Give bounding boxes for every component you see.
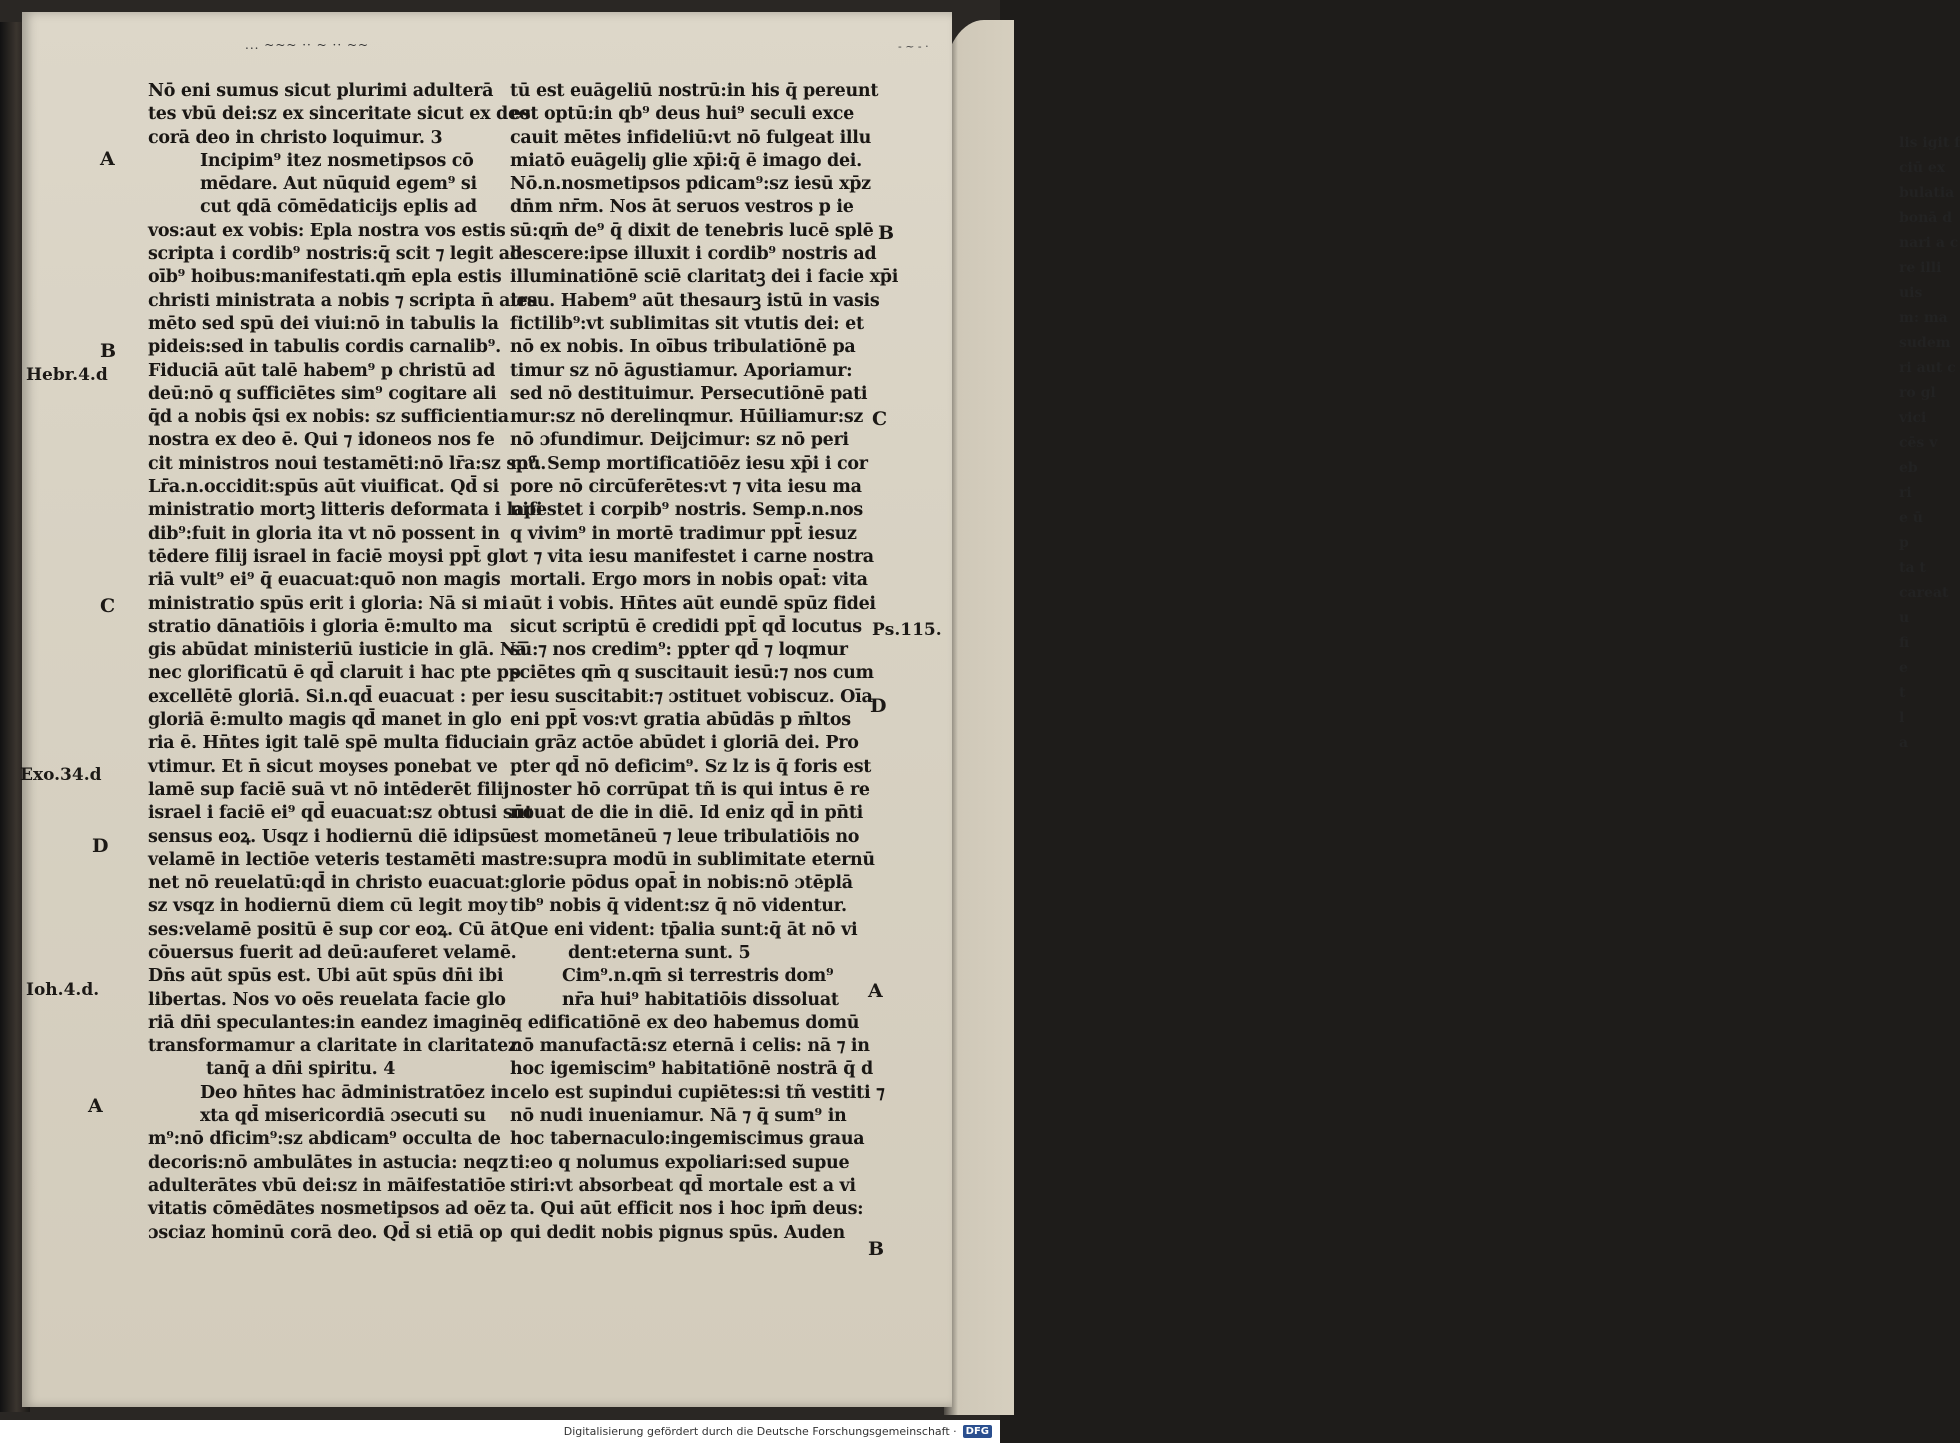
next-page-fragment: ciū ex	[1899, 160, 1946, 176]
next-page-fragment: ta t	[1899, 560, 1926, 576]
text-line: cōuersus fuerit ad deū:auferet velamē.	[148, 942, 517, 963]
text-line: oīb⁹ hoibus:manifestati.qm̄ epla estis	[148, 267, 502, 288]
footer-credit: Digitalisierung gefördert durch die Deutsche Forschungsgemeinschaft ·	[563, 1425, 957, 1438]
text-line: sū:qm̄ de⁹ q̄ dixit de tenebris lucē splē	[510, 220, 874, 241]
text-line: q vivim⁹ in mortē tradimur ppt̄ iesuz	[510, 523, 857, 544]
next-page-fragment: e	[1899, 660, 1908, 676]
text-line: velamē in lectiōe veteris testamēti ma	[148, 849, 511, 870]
text-line: miatō euāgeliȷ glie xp̄i:q̄ ē imago dei.	[510, 150, 862, 171]
text-line: gis abūdat ministeriū iusticie in glā. Nā	[148, 640, 527, 661]
next-page-fragment: ri aut c	[1899, 360, 1956, 376]
text-line: qui dedit nobis pignus spūs. Auden	[510, 1222, 845, 1243]
next-page-fragment: lis igit f	[1899, 135, 1960, 151]
text-line: mēdare. Aut nūquid egem⁹ si	[200, 174, 477, 195]
text-line: israel i faciē ei⁹ qd̄ euacuat:sz obtusi sūt	[148, 803, 533, 824]
text-line: dib⁹:fuit in gloria ita vt nō possent in	[148, 523, 500, 544]
text-line: sed nō destituimur. Persecutiōnē pati	[510, 383, 868, 404]
text-line: net nō reuelatū:qd̄ in christo euacuat:	[148, 873, 511, 894]
next-page-text	[1899, 135, 1960, 760]
text-line: lamē sup faciē suā vt nō intēderēt filij	[148, 779, 510, 800]
next-page-fragment: eb	[1899, 460, 1918, 476]
text-line: excellētē gloriā. Si.n.qd̄ euacuat : per	[148, 686, 504, 707]
text-line: tib⁹ nobis q̄ vident:sz q̄ nō videntur.	[510, 896, 847, 917]
text-line: tū est euāgeliū nostrū:in his q̄ pereunt	[510, 81, 879, 101]
text-line: ti:eo q nolumus expoliari:sed supue	[510, 1152, 850, 1173]
text-line: descere:ipse illuxit i cordib⁹ nostris ad	[510, 244, 877, 265]
text-line: ministratio mortꝫ litteris deformata i lapi	[148, 500, 543, 521]
right-column	[510, 80, 899, 1245]
text-line: iesu suscitabit:⁊ ɔstituet vobiscuz. Oīa	[510, 686, 873, 707]
text-line: ses:velamē positū ē sup cor eoꝝ. Cū āt	[148, 919, 510, 940]
text-line: nostra ex deo ē. Qui ⁊ idoneos nos fe	[148, 430, 495, 451]
text-line: tanq̄ a dn̄i spiritu. 4	[206, 1059, 396, 1080]
next-page-fragment: ro gl	[1899, 385, 1936, 401]
text-line: Nō eni sumus sicut plurimi adulterā	[148, 81, 494, 101]
next-page-fragment: sudem	[1899, 335, 1951, 351]
text-line: Dn̄s aūt spūs est. Ubi aūt spūs dn̄i ibi	[148, 966, 504, 987]
text-line: fictilib⁹:vt sublimitas sit vtutis dei: et	[510, 313, 864, 334]
text-line: m⁹:nō dficim⁹:sz abdicam⁹ occulta de	[148, 1129, 501, 1150]
next-page-fragment: bulatia	[1899, 185, 1955, 201]
text-line: mur:sz nō derelinqmur. Hūiliamur:sz	[510, 407, 864, 428]
text-line: hoc igemiscim⁹ habitatiōnē nostrā q̄ d	[510, 1059, 873, 1080]
text-line: stre:supra modū in sublimitate eternū	[510, 849, 875, 870]
next-page-fragment: a	[1899, 735, 1909, 751]
header-mark: - ~ - ·	[898, 40, 929, 53]
text-line: in grāz actōe abūdet i gloriā dei. Pro	[510, 733, 859, 754]
next-page-fragment: e ū	[1899, 510, 1923, 526]
text-line: gloriā ē:multo magis qd̄ manet in glo	[148, 710, 502, 731]
text-line: vitatis cōmēdātes nosmetipsos ad oēz	[148, 1199, 506, 1220]
text-line: pore nō circūferētes:vt ⁊ vita iesu ma	[510, 477, 862, 498]
text-line: nr̄a hui⁹ habitatiōis dissoluat	[562, 989, 839, 1010]
text-line: stiri:vt absorbeat qd̄ mortale est a vi	[510, 1175, 856, 1196]
next-page-fragment: bonā d	[1899, 210, 1953, 226]
text-line: hoc tabernaculo:ingemiscimus graua	[510, 1129, 865, 1150]
text-line: timur sz nō āgustiamur. Aporiamur:	[510, 360, 853, 381]
text-line: sensus eoꝝ. Usqz i hodiernū diē idipsū	[148, 826, 512, 847]
text-line: transformamur a claritate in claritatez	[148, 1036, 518, 1057]
dfg-logo: DFG	[963, 1425, 992, 1438]
text-line: mēto sed spū dei viui:nō in tabulis la	[148, 313, 499, 334]
text-line: libertas. Nos vo oēs reuelata facie glo	[148, 989, 506, 1010]
text-line: cut qdā cōmēdaticijs eplis ad	[200, 197, 477, 218]
text-line: pter qd̄ nō deficim⁹. Sz lz is q̄ foris est	[510, 756, 872, 777]
text-line: xta qd̄ misericordiā ɔsecuti su	[200, 1106, 486, 1127]
text-line: sicut scriptū ē credidi ppt̄ qd̄ locutus	[510, 616, 862, 637]
text-line: nec glorificatū ē qd̄ claruit i hac pte pp	[148, 663, 521, 684]
margin-ref-ps: Ps.115.	[872, 620, 942, 640]
margin-label-b: B	[100, 340, 117, 362]
margin-label-b-right: B	[878, 222, 895, 244]
next-page-fragment: fi	[1899, 635, 1910, 651]
margin-label-a2: A	[88, 1095, 103, 1117]
margin-label-b2-right: B	[868, 1238, 885, 1260]
text-line: ta. Qui aūt efficit nos i hoc ipm̄ deus:	[510, 1199, 864, 1220]
text-line: aūt i vobis. Hn̄tes aūt eundē spūz fidei	[510, 593, 876, 614]
text-line: tēdere filij israel in faciē moysi ppt̄ glo	[148, 546, 517, 567]
margin-label-d-right: D	[870, 695, 887, 717]
text-line: nō ɔfundimur. Deijcimur: sz nō peri	[510, 430, 849, 451]
next-page-fragment: cēs v	[1899, 435, 1938, 451]
text-line: adulterātes vbū dei:sz in māifestatiōe	[148, 1175, 506, 1196]
text-line: glorie pōdus opat̄ in nobis:nō ɔtēplā	[510, 873, 853, 894]
text-line: sciētes qm̄ q suscitauit iesū:⁊ nos cum	[510, 663, 874, 684]
text-line: Que eni vident: tp̄alia sunt:q̄ āt nō vi	[510, 919, 858, 940]
text-line: riā vult⁹ ei⁹ q̄ euacuat:quō non magis	[148, 570, 501, 591]
text-line: cauit mētes infideliū:vt nō fulgeat illu	[510, 127, 872, 148]
text-line: dn̄m nr̄m. Nos āt seruos vestros p ie	[510, 197, 854, 218]
margin-label-a: A	[100, 148, 115, 170]
text-line: noster hō corrūpat tñ is qui intus ē re	[510, 779, 870, 800]
next-page-fragment: re illi	[1899, 260, 1942, 276]
text-line: nō ex nobis. In oībus tribulatiōnē pa	[510, 337, 856, 358]
text-line: sz vsqz in hodiernū diem cū legit moy	[148, 896, 508, 917]
text-line: vtimur. Et n̄ sicut moyses ponebat ve	[148, 756, 498, 777]
text-line: nifestet i corpib⁹ nostris. Semp.n.nos	[510, 500, 863, 521]
text-line: est mometāneū ⁊ leue tribulatiōis no	[510, 826, 860, 847]
text-line: q̄d a nobis q̄si ex nobis: sz sufficientia	[148, 407, 509, 428]
text-line: christi ministrata a nobis ⁊ scripta n̄ atra	[148, 290, 538, 311]
text-line: Lr̄a.n.occidit:spūs aūt viuificat. Qd̄ si	[148, 477, 499, 498]
text-line: ria ē. Hn̄tes igit talē spē multa fiducia	[148, 733, 511, 754]
text-line: celo est supindui cupiētes:si tñ vestiti ⁊	[510, 1082, 885, 1103]
text-line: corā deo in christo loquimur. 3	[148, 127, 443, 148]
text-line: Deo hn̄tes hac ādministratōez in	[200, 1082, 510, 1103]
left-column	[148, 80, 547, 1245]
margin-ref-hebr: Hebr.4.d	[26, 365, 108, 385]
footer-bar	[0, 1420, 1000, 1443]
text-line: scripta i cordib⁹ nostris:q̄ scit ⁊ legit ab	[148, 244, 522, 265]
next-page-fragment: careat	[1899, 585, 1949, 601]
text-line: dent:eterna sunt. 5	[568, 942, 751, 963]
text-line: tes vbū dei:sz ex sinceritate sicut ex deo	[148, 104, 531, 125]
margin-label-d: D	[92, 835, 109, 857]
next-page-fragment: ri	[1899, 485, 1912, 501]
text-line: sū:⁊ nos credim⁹: ppter qd̄ ⁊ loqmur	[510, 640, 848, 661]
next-page-fragment: u	[1899, 610, 1910, 626]
text-line: q edificatiōnē ex deo habemus domū	[510, 1012, 860, 1033]
text-line: Incipim⁹ itez nosmetipsos cō	[200, 150, 474, 171]
margin-ref-ioh: Ioh.4.d.	[26, 980, 100, 1000]
text-line: iesu. Habem⁹ aūt thesaurꝫ istū in vasis	[510, 290, 880, 311]
text-line: cit ministros noui testamēti:nō lr̄a:sz spū.	[148, 453, 547, 474]
text-line: pideis:sed in tabulis cordis carnalib⁹.	[148, 337, 501, 358]
next-page-fragment: uis	[1899, 285, 1923, 301]
text-line: est optū:in qb⁹ deus hui⁹ seculi exce	[510, 104, 854, 125]
text-line: stratio dānatiōis i gloria ē:multo ma	[148, 616, 493, 637]
text-line: m⁹. Semp mortificatiōēz iesu xp̄i i cor	[510, 453, 868, 474]
margin-ref-exo: Exo.34.d	[20, 765, 102, 785]
next-page-fragment: m: ma	[1899, 310, 1948, 326]
margin-label-c-right: C	[872, 408, 888, 430]
text-line: eni ppt̄ vos:vt gratia abūdās p m̄ltos	[510, 710, 851, 731]
text-line: nō manufactā:sz eternā i celis: nā ⁊ in	[510, 1036, 870, 1057]
text-line: ɔsciaz hominū corā deo. Qd̄ si etiā op	[148, 1222, 503, 1243]
text-line: nō nudi inueniamur. Nā ⁊ q̄ sum⁹ in	[510, 1106, 847, 1127]
next-page-edge	[944, 20, 1960, 1415]
text-line: illuminatiōnē sciē claritatꝫ dei i facie xp̄i	[510, 267, 899, 288]
text-line: vos:aut ex vobis: Epla nostra vos estis	[148, 220, 506, 241]
next-page-fragment: l	[1899, 710, 1905, 726]
text-line: Nō.n.nosmetipsos pdicam⁹:sz iesū xp̄z	[510, 174, 871, 195]
text-line: deū:nō q sufficiētes sim⁹ cogitare ali	[148, 383, 497, 404]
margin-label-c: C	[100, 595, 116, 617]
next-page-fragment: p	[1899, 535, 1909, 551]
text-line: Fiduciā aūt talē habem⁹ p christū ad	[148, 360, 496, 381]
text-line: Cim⁹.n.qm̄ si terrestris dom⁹	[562, 966, 834, 987]
next-page-fragment: nari a c	[1899, 235, 1959, 251]
next-page-fragment: t	[1899, 685, 1906, 701]
text-line: vt ⁊ vita iesu manifestet i carne nostra	[510, 546, 874, 567]
text-line: ministratio spūs erit i gloria: Nā si mi	[148, 593, 508, 614]
text-line: mortali. Ergo mors in nobis opat̄: vita	[510, 570, 868, 591]
margin-label-a-right: A	[868, 980, 883, 1002]
text-line: nouat de die in diē. Id eniz qd̄ in pn̄ti	[510, 803, 863, 824]
next-page-fragment: vici	[1899, 410, 1927, 426]
text-line: riā dn̄i speculantes:in eandez imaginē	[148, 1012, 511, 1033]
text-line: decoris:nō ambulātes in astucia: neqz	[148, 1152, 508, 1173]
running-head: ... ~~~ ·· ~ ·· ~~	[245, 38, 370, 52]
